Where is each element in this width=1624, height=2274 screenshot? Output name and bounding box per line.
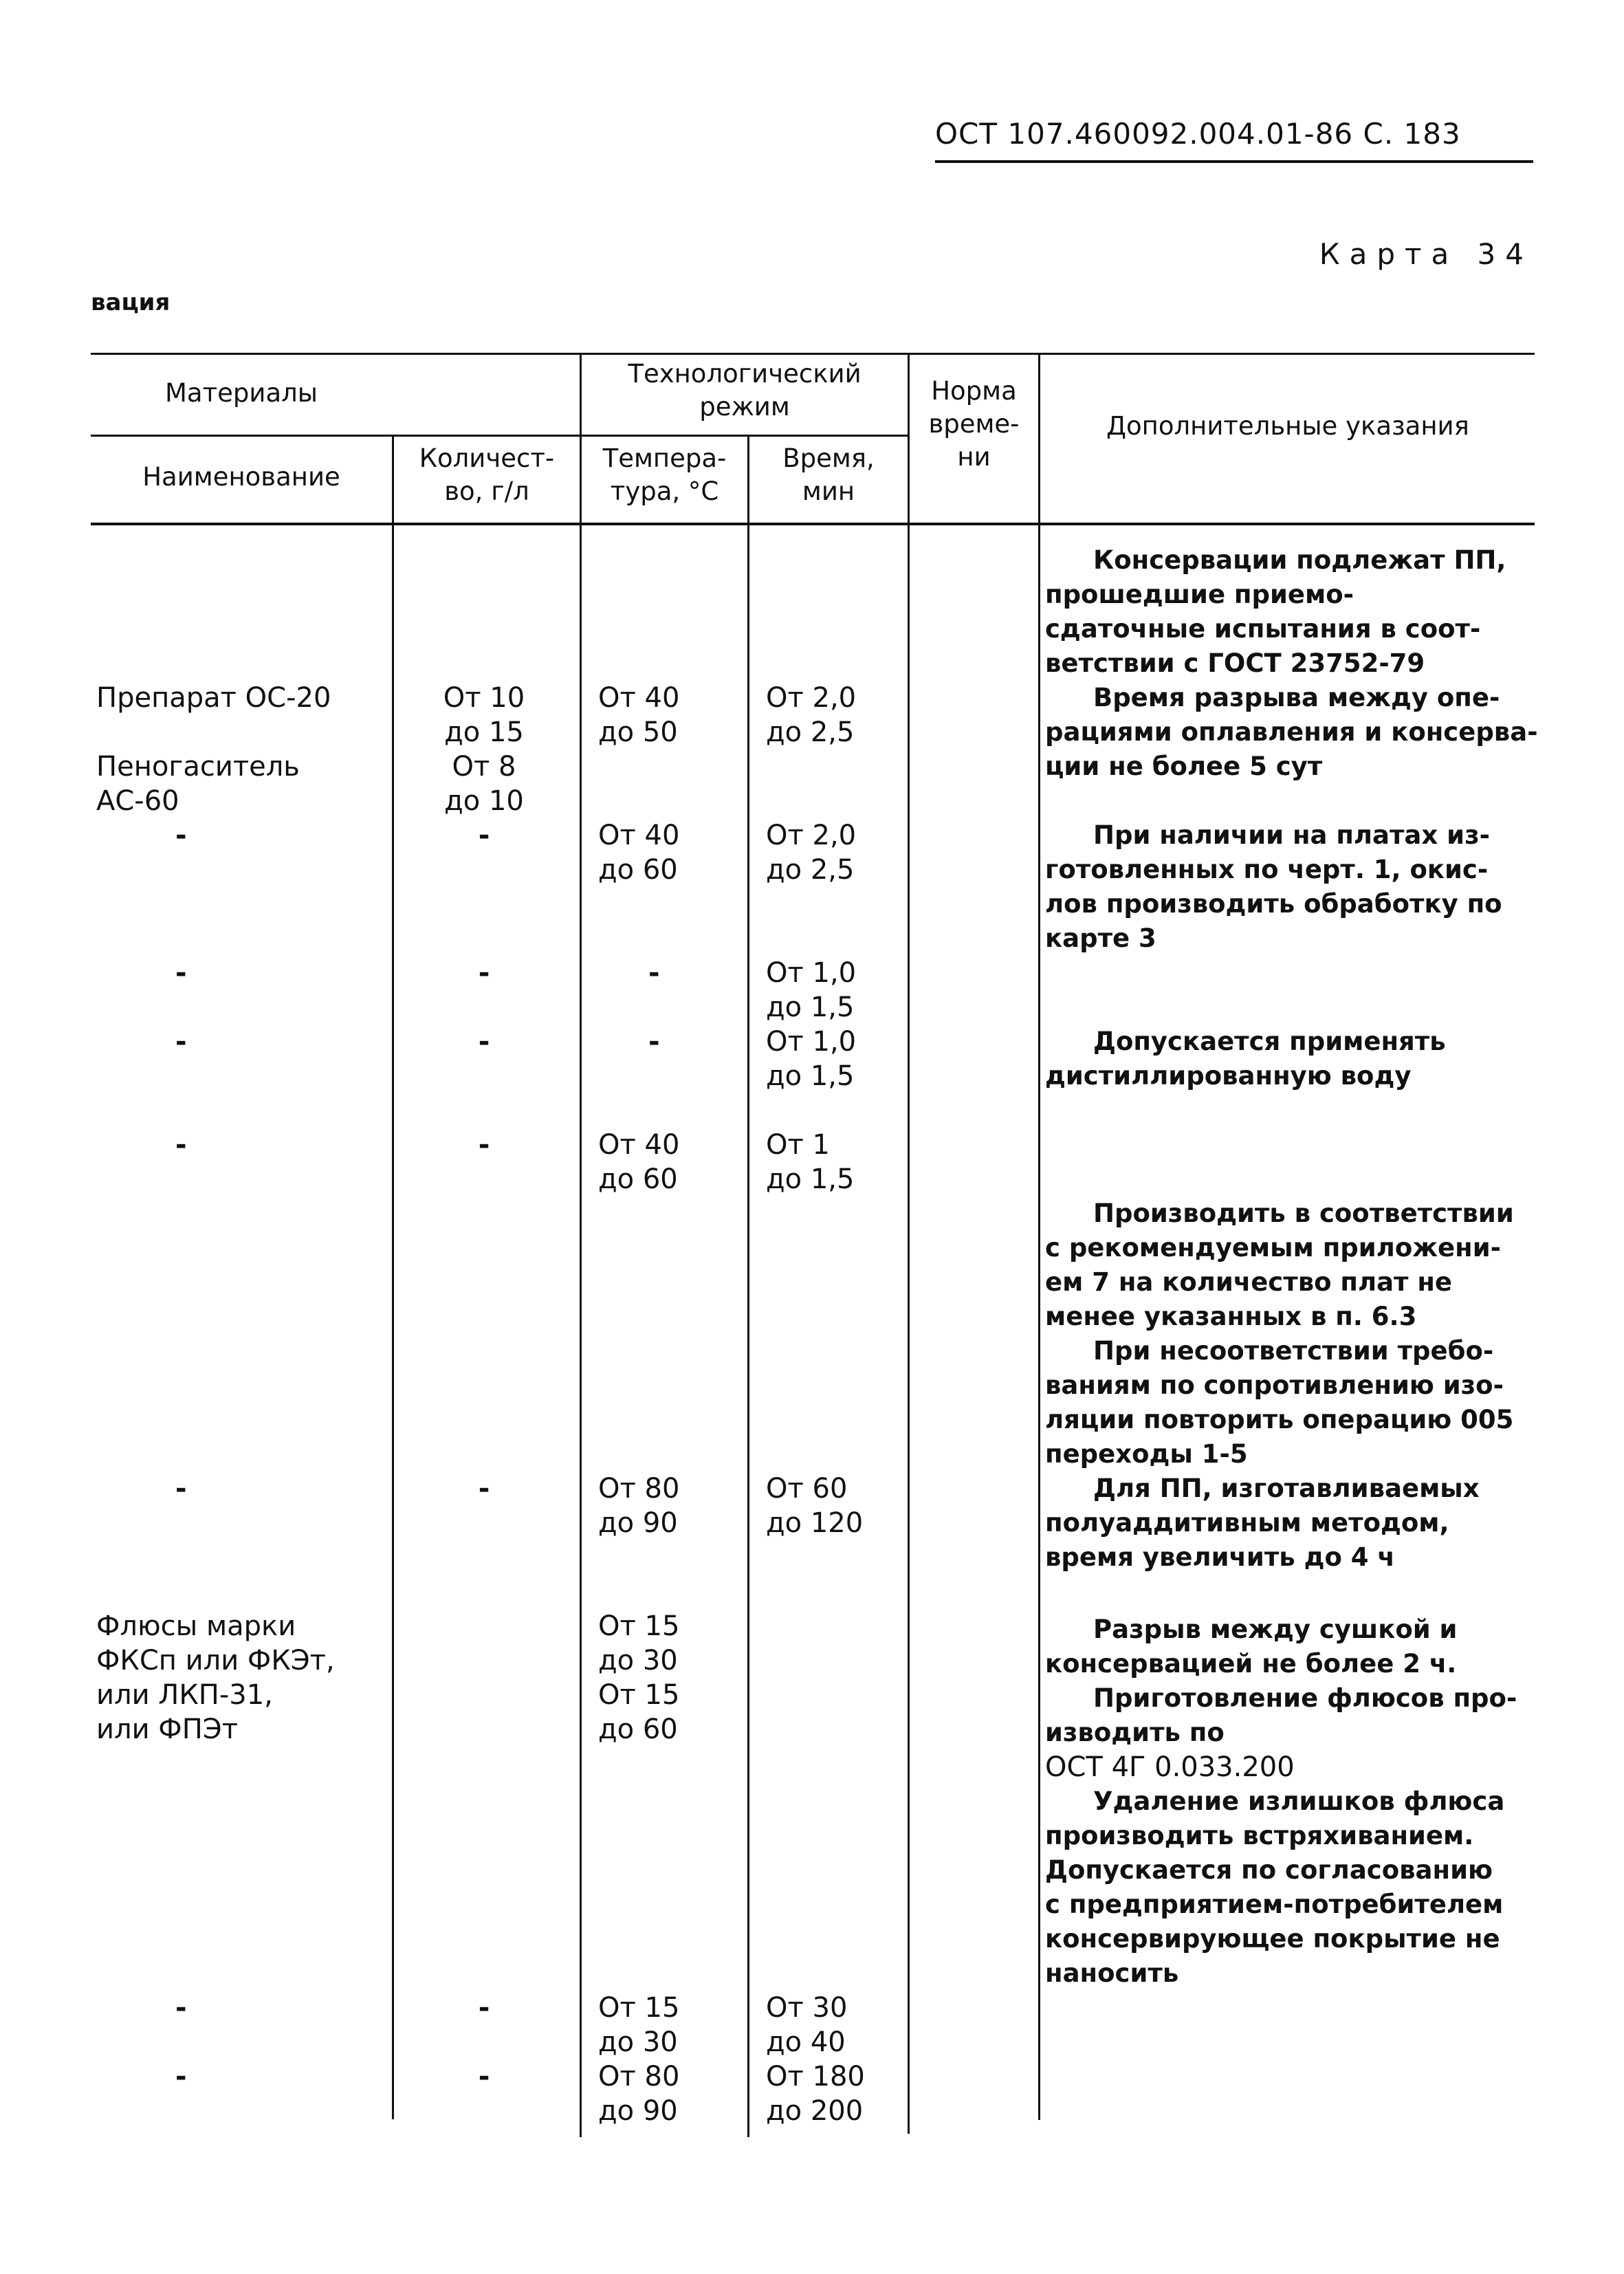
quantity-cell: От 8 до 10 [444, 751, 524, 817]
note-line: переходы 1-5 [1045, 1439, 1248, 1469]
col-divider-2 [580, 353, 582, 2137]
note-line: ляции повторить операцию 005 [1045, 1405, 1514, 1434]
note-line: Допускается по согласованию [1045, 1855, 1493, 1885]
col-divider-5 [1038, 353, 1040, 2120]
note-line: Разрыв между сушкой и [1093, 1615, 1458, 1644]
temperature-cell: От 40 до 60 [598, 1129, 680, 1195]
header-time: Время, мин [782, 444, 875, 506]
header-bottom-rule [91, 523, 1535, 525]
header-name: Наименование [142, 462, 340, 492]
materials-divider [91, 435, 908, 437]
note-line: производить встряхиванием. [1045, 1821, 1474, 1850]
note-line: ем 7 на количество плат не [1045, 1267, 1453, 1297]
quantity-cell: - [478, 2061, 490, 2092]
note-block-5 [1045, 1612, 1526, 1991]
note-line: консервацией не более 2 ч. [1045, 1649, 1457, 1679]
note-line: рациями оплавления и консерва- [1045, 717, 1538, 747]
note-line: полуаддитивным методом, [1045, 1508, 1449, 1538]
name-cell: - [175, 820, 187, 851]
temperature-cell: - [648, 957, 660, 989]
col-divider-1 [392, 435, 394, 2119]
quantity-cell: - [478, 1026, 490, 1058]
note-line: прошедшие приемо- [1045, 580, 1354, 609]
time-cell: От 1,0 до 1,5 [766, 957, 857, 1023]
note-line: дистиллированную воду [1045, 1061, 1412, 1091]
temperature-cell: От 15 до 30 [598, 1992, 680, 2058]
note-line: с рекомендуемым приложени- [1045, 1233, 1502, 1262]
note-line: готовленных по черт. 1, окис- [1045, 855, 1489, 884]
name-cell: Флюсы марки ФКСп или ФКЭт, или ЛКП-31, или ФПЭт [96, 1610, 335, 1745]
name-cell: - [175, 1026, 187, 1058]
note-line: Для ПП, изготавливаемых [1093, 1474, 1480, 1503]
note-block-2 [1045, 818, 1526, 956]
name-cell: - [175, 1129, 187, 1161]
note-line: При наличии на платах из- [1093, 820, 1490, 850]
document-reference: ОСТ 107.460092.004.01-86 С. 183 [935, 117, 1461, 151]
note-block-3 [1045, 1025, 1526, 1093]
temperature-cell: От 15 до 30 От 15 до 60 [598, 1610, 680, 1745]
time-cell: От 30 до 40 [766, 1992, 848, 2058]
name-cell: - [175, 1992, 187, 2024]
quantity-cell: От 10 до 15 [443, 682, 525, 748]
quantity-cell: - [478, 1992, 490, 2024]
note-line: Приготовление флюсов про- [1093, 1683, 1517, 1713]
note-line: менее указанных в п. 6.3 [1045, 1302, 1417, 1331]
quantity-cell: - [478, 820, 490, 851]
note-line: с предприятием-потребителем [1045, 1890, 1504, 1919]
header-temperature: Темпера- тура, °С [602, 444, 727, 506]
name-cell: - [175, 2061, 187, 2092]
card-label: Карта 34 [1319, 237, 1533, 271]
time-cell: От 180 до 200 [766, 2061, 865, 2127]
temperature-cell: От 80 до 90 [598, 2061, 680, 2127]
temperature-cell: От 40 до 50 [598, 682, 680, 748]
header-notes: Дополнительные указания [1106, 411, 1469, 441]
header-quantity: Количест- во, г/л [419, 444, 555, 506]
temperature-cell: От 80 до 90 [598, 1473, 680, 1539]
note-line: консервирующее покрытие не [1045, 1924, 1500, 1954]
note-block-1 [1045, 543, 1538, 784]
temperature-cell: От 40 до 60 [598, 820, 680, 886]
note-line: Время разрыва между опе- [1093, 683, 1500, 712]
note-line: Удаление излишков флюса [1093, 1786, 1505, 1816]
quantity-cell: - [478, 957, 490, 989]
time-cell: От 2,0 до 2,5 [766, 820, 857, 886]
name-cell: - [175, 1473, 187, 1505]
note-line: ветствии с ГОСТ 23752-79 [1045, 648, 1425, 678]
note-line: карте 3 [1045, 923, 1156, 953]
note-line: Производить в соответствии [1093, 1199, 1514, 1228]
name-cell: - [175, 957, 187, 989]
time-cell: От 60 до 120 [766, 1473, 864, 1539]
time-cell: От 1 до 1,5 [766, 1129, 855, 1195]
note-line: наносить [1045, 1958, 1179, 1988]
header-underline [935, 160, 1533, 163]
note-line: Допускается применять [1093, 1027, 1446, 1056]
note-line: время увеличить до 4 ч [1045, 1542, 1395, 1572]
name-cell: Пеногаситель АС-60 [96, 751, 300, 817]
header-time-norm: Норма време- ни [928, 376, 1020, 472]
header-materials: Материалы [165, 378, 318, 408]
note-line: лов производить обработку по [1045, 889, 1502, 919]
quantity-cell: - [478, 1473, 490, 1505]
note-line: ции не более 5 сут [1045, 752, 1323, 781]
note-line: При несоответствии требо- [1093, 1336, 1494, 1366]
note-line: ваниям по сопротивлению изо- [1045, 1370, 1504, 1400]
note-line: сдаточные испытания в соот- [1045, 614, 1481, 644]
title-fragment: вация [91, 289, 171, 316]
note-block-4 [1045, 1196, 1526, 1575]
time-cell: От 2,0 до 2,5 [766, 682, 857, 748]
name-cell: Препарат ОС-20 [96, 682, 331, 714]
table-top-rule [91, 353, 1535, 355]
col-divider-4 [908, 353, 910, 2134]
note-line: изводить по [1045, 1718, 1225, 1747]
header-tech-mode: Технологический режим [628, 359, 862, 422]
note-line: Консервации подлежат ПП, [1093, 545, 1506, 575]
quantity-cell: - [478, 1129, 490, 1161]
note-line: ОСТ 4Г 0.033.200 [1045, 1751, 1295, 1783]
temperature-cell: - [648, 1026, 660, 1058]
time-cell: От 1,0 до 1,5 [766, 1026, 857, 1092]
